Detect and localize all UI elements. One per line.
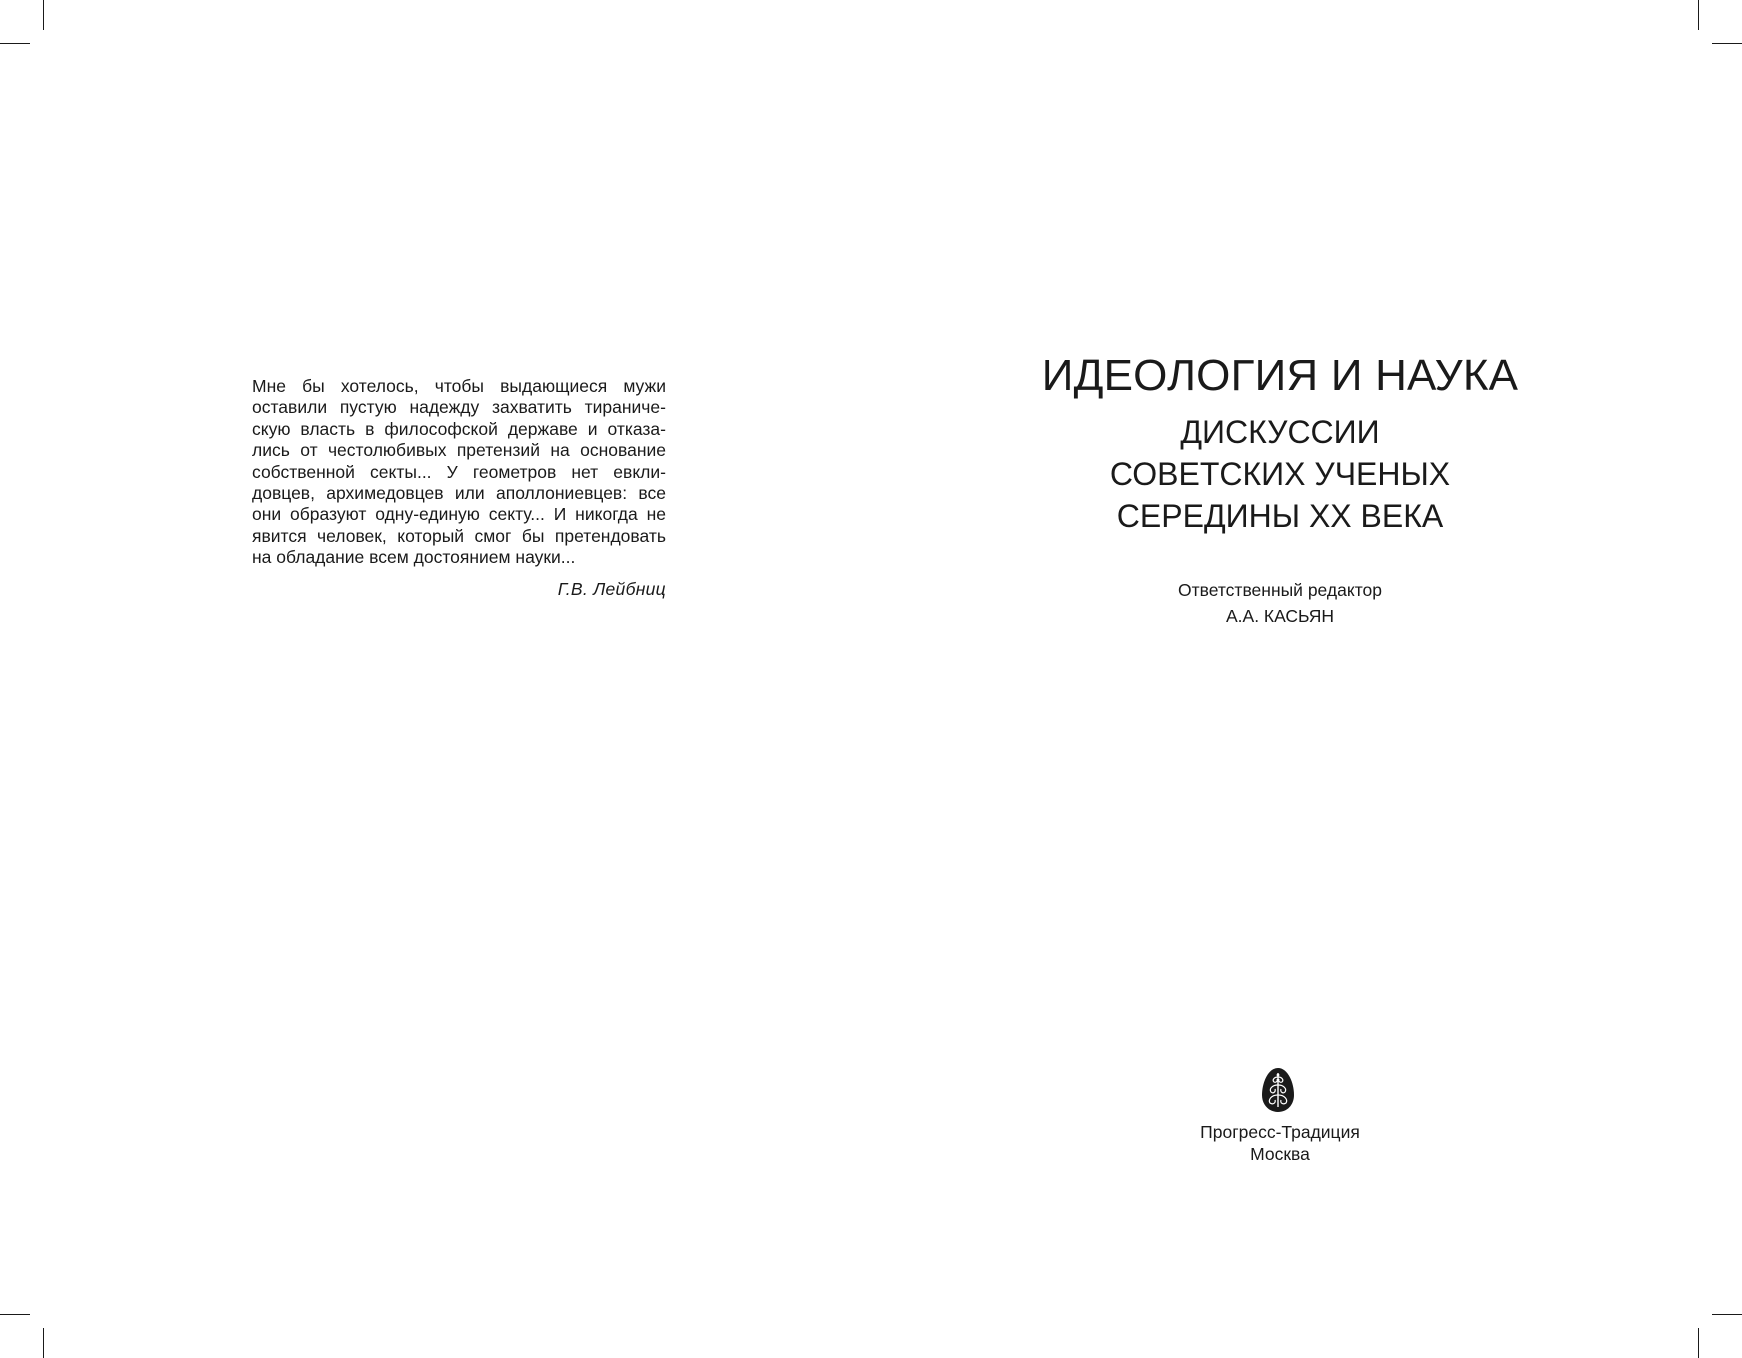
- editor-label: Ответственный редактор: [1177, 580, 1382, 600]
- editor-name: А.А. КАСЬЯН: [1225, 606, 1335, 626]
- epigraph-author: Г.В. Лейбниц: [557, 579, 666, 599]
- book-subtitle: [1000, 411, 1560, 537]
- epigraph-line: довцев, архимедовцев или аполлониевцев: все: [252, 483, 666, 504]
- crop-mark-bottom-right-vertical: [1698, 1328, 1699, 1358]
- epigraph-line: скую власть в философской державе и отказа-: [252, 418, 666, 439]
- epigraph-line: оставили пустую надежду захватить тираниче-: [252, 397, 666, 418]
- book-title: ИДЕОЛОГИЯ И НАУКА: [1041, 351, 1519, 400]
- crop-mark-top-right-horizontal: [1712, 43, 1742, 44]
- epigraph-line: собственной секты... У геометров нет евкли-: [252, 461, 666, 482]
- crop-mark-top-left-horizontal: [0, 43, 30, 44]
- epigraph-line: Мне бы хотелось, чтобы выдающиеся мужи: [252, 376, 666, 396]
- epigraph-line: явится человек, который смог бы претендовать: [252, 525, 666, 546]
- egg-ornament-logo-icon: [1260, 1067, 1296, 1113]
- publisher-city: Москва: [1250, 1144, 1310, 1164]
- crop-mark-bottom-left-vertical: [43, 1328, 44, 1358]
- crop-mark-bottom-left-horizontal: [0, 1314, 30, 1315]
- subtitle-line: ДИСКУССИИ: [1180, 414, 1380, 450]
- crop-mark-top-right-vertical: [1698, 0, 1699, 30]
- epigraph-line: они образуют одну-единую секту... И никогда не: [252, 504, 666, 525]
- epigraph-line: лись от честолюбивых претензий на основание: [252, 440, 666, 461]
- subtitle-line: СОВЕТСКИХ УЧЕНЫХ: [1109, 456, 1451, 492]
- crop-mark-top-left-vertical: [43, 0, 44, 30]
- epigraph: [252, 376, 666, 569]
- subtitle-line: СЕРЕДИНЫ XX ВЕКА: [1116, 498, 1444, 534]
- epigraph-line: на обладание всем достоянием науки...: [252, 547, 576, 568]
- crop-mark-bottom-right-horizontal: [1712, 1314, 1742, 1315]
- publisher-name: Прогресс-Традиция: [1200, 1122, 1360, 1142]
